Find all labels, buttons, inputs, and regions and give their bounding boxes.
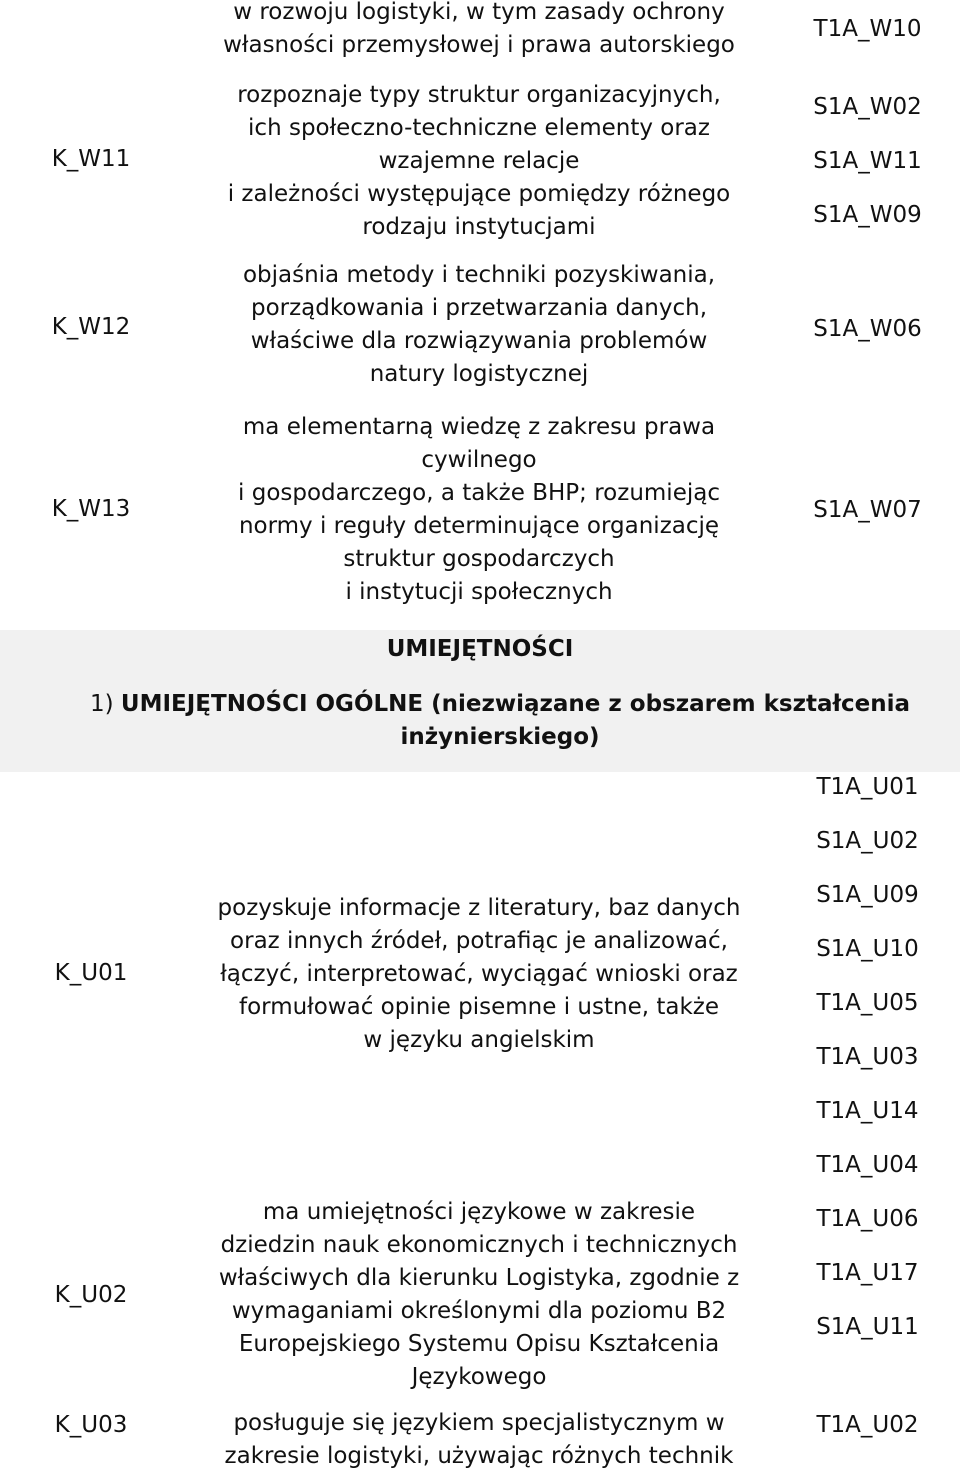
description-line: rodzaju instytucjami [362,214,596,240]
table-row [0,1138,960,1398]
description-line: Językowego [411,1364,547,1390]
reference-code: S1A_W06 [813,316,922,342]
reference-code: T1A_U14 [816,1098,919,1124]
description-line: w rozwoju logistyki, w tym zasady ochrony [233,0,725,25]
description-line: pozyskuje informacje z literatury, baz danych [217,895,741,921]
reference-code: T1A_U01 [816,774,919,800]
reference-codes [775,760,960,1138]
subtitle-text: UMIEJĘTNOŚCI OGÓLNE (niezwiązane z obszarem kształcenia [120,691,911,717]
description-line: ma elementarną wiedzę z zakresu prawa [242,414,716,440]
description-line: formułować opinie pisemne i ustne, także [238,994,719,1020]
reference-code: S1A_W11 [813,148,922,174]
reference-code: T1A_W10 [813,16,922,42]
section-title: UMIEJĘTNOŚCI [386,636,574,662]
reference-code: T1A_U04 [816,1152,919,1178]
reference-code: T1A_U03 [816,1044,919,1070]
outcome-description [190,0,768,62]
description-line: wzajemne relacje [378,148,580,174]
outcome-code: K_W11 [51,146,131,172]
table-row [0,410,960,625]
table-row [0,255,960,405]
description-line: ma umiejętności językowe w zakresie [262,1199,696,1225]
outcome-description [190,411,768,609]
reference-code: S1A_U09 [816,882,919,908]
description-line: natury logistycznej [369,361,589,387]
table-row [0,0,960,70]
description-line: i zależności występujące pomiędzy różnego [227,181,731,207]
description-line: struktur gospodarczych [343,546,615,572]
reference-code: S1A_W09 [813,202,922,228]
description-line: wymaganiami określonymi dla poziomu B2 [231,1298,727,1324]
reference-code: S1A_W07 [813,497,922,523]
reference-code: T1A_U17 [816,1260,919,1286]
description-line: dziedzin nauk ekonomicznych i technicznych [220,1232,738,1258]
outcome-code: K_U03 [54,1412,128,1438]
outcome-description [190,892,768,1057]
description-line: oraz innych źródeł, potrafiąc je analizować, [230,928,728,954]
reference-codes [775,2,960,56]
outcome-code: K_U02 [54,1282,128,1308]
description-line: porządkowania i przetwarzania danych, [250,295,708,321]
description-line: własności przemysłowej i prawa autorskiego [223,32,735,58]
outcome-description [190,1196,768,1394]
table-row [0,70,960,250]
outcome-description [190,259,768,391]
outcome-code: K_W12 [51,314,131,340]
description-line: właściwe dla rozwiązywania problemów [250,328,708,354]
reference-codes [775,483,960,537]
subtitle-number: 1) [89,691,114,717]
description-line: ich społeczno-techniczne elementy oraz [248,115,710,141]
reference-code: T1A_U02 [816,1412,919,1438]
outcome-description [190,1407,768,1473]
reference-code: T1A_U06 [816,1206,919,1232]
description-line: łączyć, interpretować, wyciągać wnioski oraz [220,961,738,987]
description-line: w języku angielskim [363,1027,595,1053]
reference-codes [775,80,960,242]
table-row [0,1400,960,1476]
description-line: objaśnia metody i techniki pozyskiwania, [242,262,716,288]
description-line: i gospodarczego, a także BHP; rozumiejąc [238,480,720,506]
subtitle-line-2: inżynierskiego) [400,724,600,750]
description-line: właściwych dla kierunku Logistyka, zgodnie z [218,1265,740,1291]
description-line: i instytucji społecznych [345,579,613,605]
reference-code: S1A_U02 [816,828,919,854]
reference-code: S1A_U10 [816,936,919,962]
section-subtitle [40,688,960,754]
description-line: Europejskiego Systemu Opisu Kształcenia [238,1331,720,1357]
reference-codes [775,1138,960,1354]
description-line: rozpoznaje typy struktur organizacyjnych, [237,82,721,108]
reference-code: S1A_W02 [813,94,922,120]
description-line: posługuje się językiem specjalistycznym w [233,1410,725,1436]
description-line: zakresie logistyki, używając różnych technik [224,1443,734,1469]
table-row [0,760,960,1140]
subtitle-line-1 [40,688,960,721]
reference-code: T1A_U05 [816,990,919,1016]
reference-codes [775,1398,960,1452]
outcome-code: K_W13 [51,496,131,522]
outcome-description [190,79,768,244]
reference-code: S1A_U11 [816,1314,919,1340]
reference-codes [775,302,960,356]
description-line: cywilnego [421,447,537,473]
description-line: normy i reguły determinujące organizację [238,513,720,539]
outcome-code: K_U01 [54,960,128,986]
